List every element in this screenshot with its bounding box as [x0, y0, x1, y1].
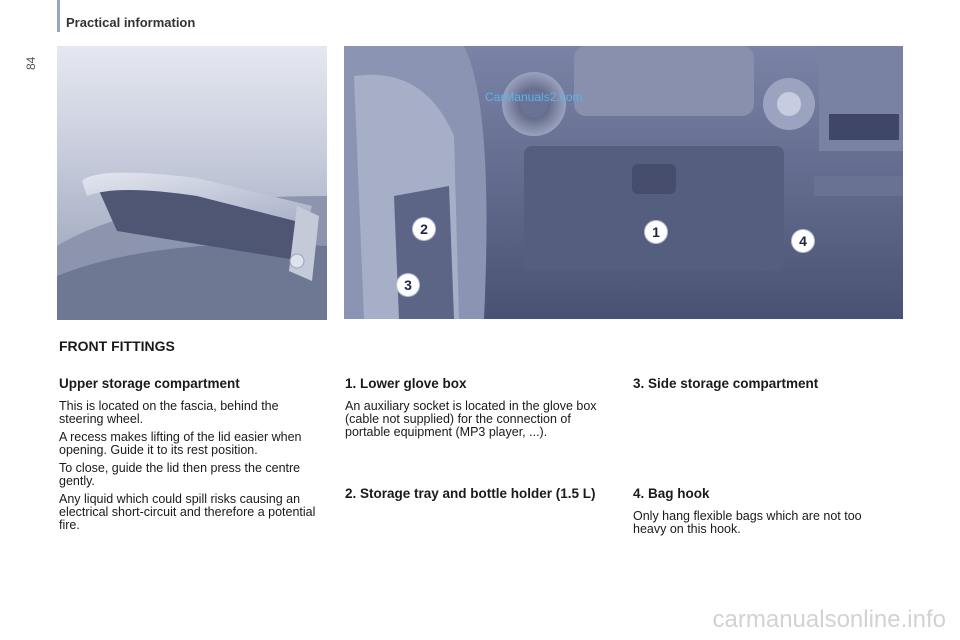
upper-compartment-title: Upper storage compartment [59, 376, 240, 391]
callout-2: 2 [413, 218, 435, 240]
upper-paragraph-2: A recess makes lifting of the lid easier when opening. Guide it to its rest position. [59, 430, 302, 457]
bag-hook-text: Only hang flexible bags which are not too heavy on this hook. [633, 509, 862, 536]
side-storage-section [633, 376, 898, 400]
upper-compartment-photo [57, 46, 327, 320]
header-accent-bar [57, 0, 60, 32]
page-number: 84 [24, 56, 38, 70]
callout-1: 1 [645, 221, 667, 243]
upper-paragraph-4: Any liquid which could spill risks causing an electrical short-circuit and therefore a potential fire. [59, 492, 316, 532]
dashboard-illustration [344, 46, 903, 319]
section-title: Practical information [66, 15, 196, 30]
image-watermark: CarManuals2.com [485, 90, 583, 104]
side-storage-title: 3. Side storage compartment [633, 376, 819, 391]
storage-tray-section [345, 486, 625, 510]
bag-hook-section [633, 486, 898, 541]
upper-compartment-illustration [57, 46, 327, 320]
glove-box-text: An auxiliary socket is located in the glove box (cable not supplied) for the connection of portable equipment (MP3 player, ...). [345, 399, 597, 439]
upper-compartment-section [59, 376, 324, 537]
callout-3: 3 [397, 274, 419, 296]
dashboard-photo [344, 46, 903, 319]
upper-paragraph-3: To close, guide the lid then press the centre gently. [59, 461, 301, 488]
upper-paragraph-1: This is located on the fascia, behind the steering wheel. [59, 399, 279, 426]
storage-tray-title: 2. Storage tray and bottle holder (1.5 L) [345, 486, 596, 501]
glove-box-section [345, 376, 610, 444]
footer-watermark: carmanualsonline.info [712, 606, 946, 633]
bag-hook-title: 4. Bag hook [633, 486, 710, 501]
glove-box-title: 1. Lower glove box [345, 376, 467, 391]
callout-4: 4 [792, 230, 814, 252]
main-heading: FRONT FITTINGS [59, 338, 175, 354]
